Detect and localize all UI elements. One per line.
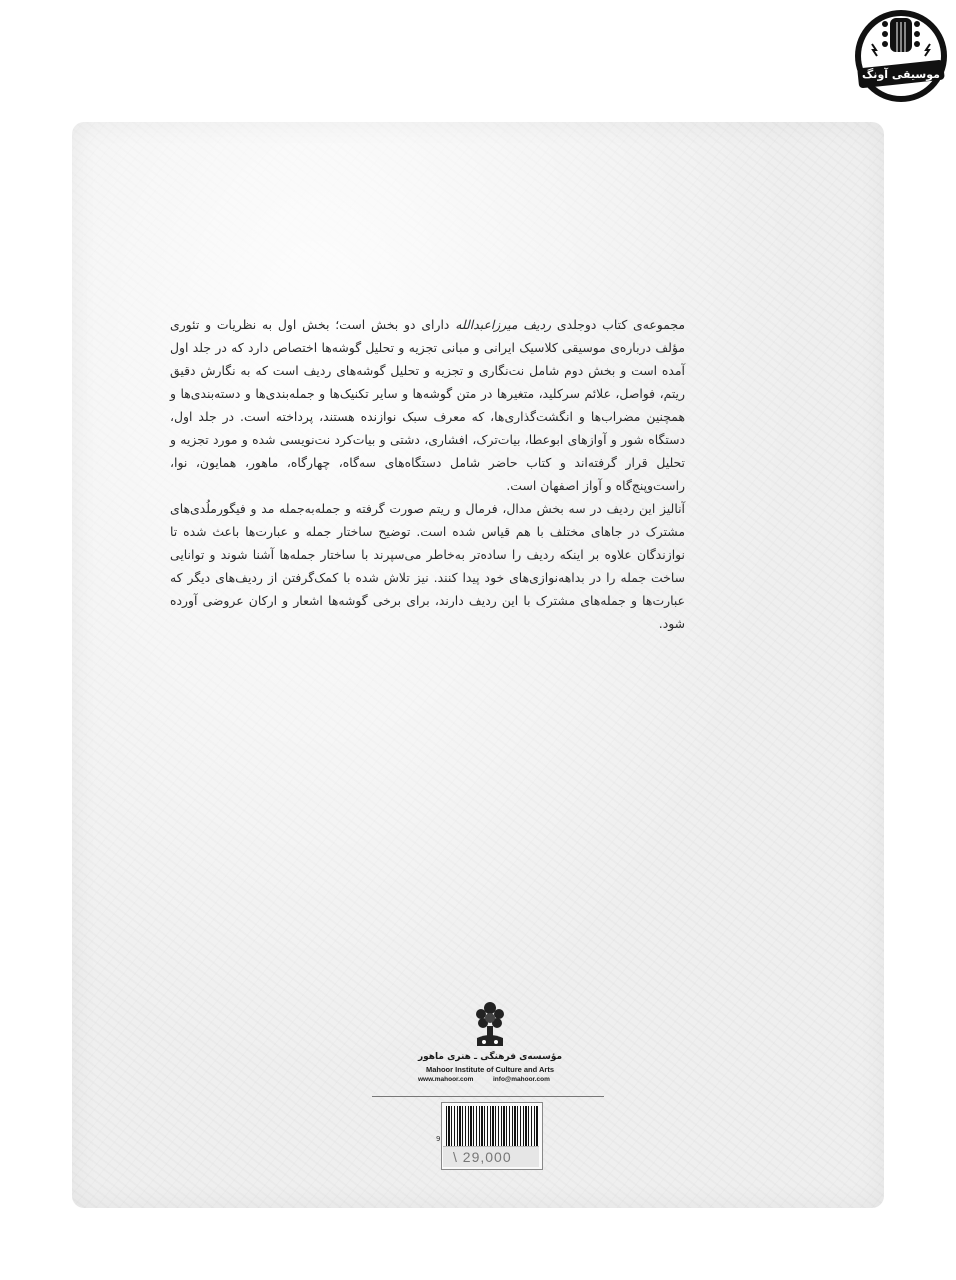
- tree-emblem-icon: [467, 1000, 513, 1050]
- description-paragraph-2: آنالیز این ردیف در سه بخش مدال، فرمال و ریتم صورت گرفته و جمله‌به‌جمله مد و فیگورملُدی‌های مشترک در جاهای مختلف با هم قیاس شده است. توضیح ساختار جمله و عبارت‌ها باعث شده تا نوازندگان علاوه بر اینکه ردیف را ساده‌تر به‌خاطر می‌سپرند با ساختار جمله‌ها آشنا شوند و توانایی ساخت جمله را در بداهه‌نوازی‌های خود پیدا کنند. نیز تلاش شده با کمک‌گرفتن از ردیف‌های دیگر که عبارت‌ها و جمله‌های مشترک با این ردیف دارند، برای برخی گوشه‌ها اشعار و ارکان عروضی آورده شود.: [170, 501, 685, 631]
- description-p1-rest: دارای دو بخش است؛ بخش اول به نظریات و تئوری مؤلف درباره‌ی موسیقی کلاسیک ایرانی و مبانی تجزیه و تحلیل گوشه‌ها اختصاص دارد که در جلد اول آمده است و بخش دوم شامل نت‌نگاری و تجزیه و تحلیل گوشه‌های ردیف است که به نگارش دقیق ریتم، فواصل، علائم سرکلید، متغیرها در متن گوشه‌ها و سایر تکنیک‌ها و جمله‌بندی‌ها و دسته‌بندی‌ها و همچنین مضراب‌ها و انگشت‌گذاری‌ها، که معرف سبک نوازنده هستند، پرداخته است. در جلد اول، دستگاه شور و آوازهای ابوعطا، بیات‌ترک، افشاری، دشتی و بیات‌کرد نت‌نویسی شده و مورد تجزیه و تحلیل قرار گرفته‌اند و کتاب حاضر شامل دستگاه‌های سه‌گاه، چهارگاه، ماهور، همایون، نوا، راست‌وپنج‌گاه و آواز اصفهان است.: [170, 317, 685, 493]
- price-text: \ 29,000: [453, 1149, 512, 1165]
- publisher-name-fa: مؤسسه‌ی فرهنگی ـ هنری ماهور: [417, 1052, 563, 1062]
- barcode-bars: [446, 1106, 538, 1146]
- price-label: [443, 1146, 539, 1167]
- description-p1-start: مجموعه‌ی کتاب دوجلدی: [551, 317, 685, 332]
- barcode-sticker: [436, 1102, 543, 1170]
- divider-line: [372, 1096, 604, 1097]
- cover-description: [170, 313, 685, 635]
- corner-logo-text: موسیقی آونگ: [862, 68, 940, 81]
- description-book-title: ردیف میرزاعبدالله: [455, 317, 552, 332]
- description-paragraph-1: [170, 313, 685, 497]
- publisher-block: [400, 1000, 580, 1090]
- publisher-website: www.mahoor.com: [418, 1076, 474, 1083]
- isbn-prefix: 9: [436, 1135, 441, 1143]
- publisher-name-en: Mahoor Institute of Culture and Arts: [425, 1065, 555, 1074]
- guitar-headstock-icon: [852, 4, 950, 108]
- publisher-email: info@mahoor.com: [493, 1076, 550, 1083]
- corner-logo: [852, 4, 950, 108]
